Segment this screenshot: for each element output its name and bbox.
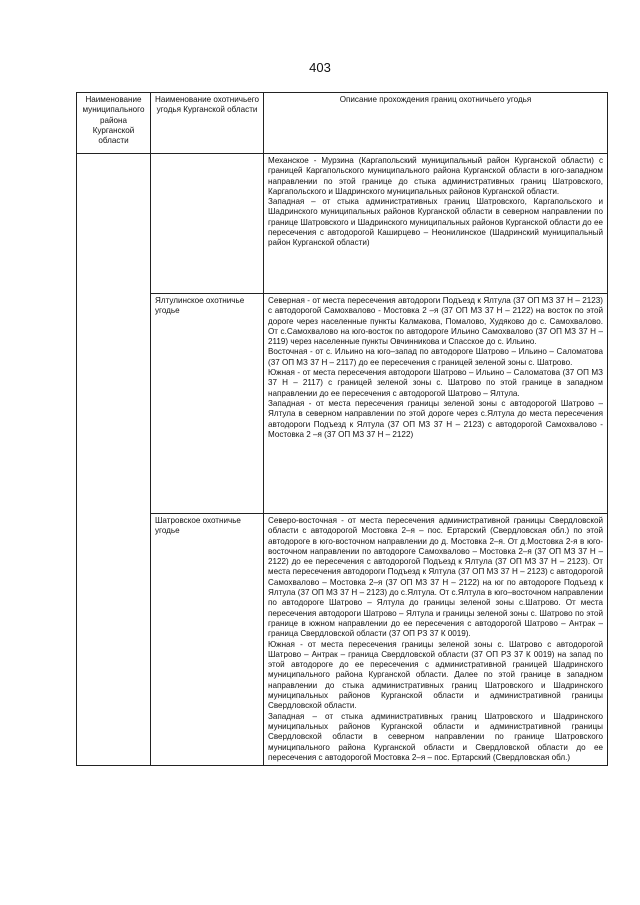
page-number: 403 [309, 60, 331, 75]
description-paragraph: Северо-восточная - от места пересечения административной границы Свердловской области с автодорогой Мостовка 2–я – пос. Ертарский (Свердловская обл.) по этой автодороге в юго-восточном направлении до д. Мостовка 2–я. От д.Мостовка 2-я в юго-восточном направлении по автодороге Самохвалово – Мостовка 2–я (37 ОП МЗ 37 Н – 2122) до ее пересечения с автодорогой Подъезд к Ялтула (37 ОП МЗ 37 Н – 2123). От места пересечения автодороги Подъезд к Ялтула (37 ОП МЗ 37 Н – 2123) с автодорогой Самохвалово – Мостовка 2–я (37 ОП МЗ 37 Н – 2122) на юг по автодороге Подъезд к Ялтула (37 ОП МЗ 37 Н – 2123) до с.Ялтула. От с.Ялтула в юго–восточном направлении по автодороге Шатрово – Ялтула до границы зеленой зоны с.Шатрово. От места пересечения автодороги Шатрово – Ялтула и границы зеленой зоны с. Шатрово по этой границе в южном направлении до ее пересечения с автодорогой Шатрово – Антрак – граница Свердловской области (37 ОП РЗ 37 К 0019). [268, 516, 603, 639]
area-cell: Ялтулинское охотничье угодье [151, 294, 264, 514]
description-paragraph: Северная - от места пересечения автодороги Подъезд к Ялтула (37 ОП МЗ 37 Н – 2123) с автодорогой Самохвалово - Мостовка 2 –я (37 ОП МЗ 37 Н – 2122) на восток по этой дороге через населенные пункты Калмакова, Помалово, Худяково до с. Самохвалово. От с.Самохвалово на юго-восток по автодороге Ильино Самохвалово (37 ОП МЗ 37 Н – 2119) через населенные пункты Овчинникова и Спасское до с. Ильино. [268, 296, 603, 347]
table-row [77, 514, 608, 766]
district-cell [77, 154, 151, 766]
description-cell [264, 294, 608, 514]
area-cell [151, 154, 264, 294]
table-header-row [77, 93, 608, 154]
description-paragraph: Южная - от места пересечения границы зеленой зоны с. Шатрово с автодорогой Шатрово – Антрак – граница Свердловской области (37 ОП РЗ 37 К 0019) на запад по этой автодороге до ее пересечения с административной границей Шадринского муниципального района Курганской области. Далее по этой границе в западном направлении до стыка административных границ Шатровского и Шадринского муниципальных районов Курганской области и административной границы Свердловской области. [268, 639, 603, 711]
table-row [77, 154, 608, 294]
description-cell [264, 514, 608, 766]
description-paragraph: Западная - от места пересечения границы зеленой зоны с автодорогой Шатрово – Ялтула в северном направлении по этой дороге через с.Ялтула до места пересечения автодороги Подъезд к Ялтула (37 ОП МЗ 37 Н – 2123) с автодорогой Самохвалово - Мостовка 2 –я (37 ОП МЗ 37 Н – 2122) [268, 398, 603, 439]
header-district: Наименование муниципального района Курганской области [77, 93, 151, 154]
area-cell: Шатровское охотничье угодье [151, 514, 264, 766]
header-hunting-area: Наименование охотничьего угодья Курганской области [151, 93, 264, 154]
header-boundary-description: Описание прохождения границ охотничьего угодья [264, 93, 608, 154]
description-paragraph: Южная - от места пересечения автодороги Шатрово – Ильино – Саломатова (37 ОП МЗ 37 Н – 2117) с границей зеленой зоны с. Шатрово по этой границе в западном направлении до ее пересечения с автодорогой Шатрово – Ялтула. [268, 368, 603, 398]
description-paragraph: Западная – от стыка административных границ Шатровского, Каргапольского и Шадринского муниципальных районов Курганской области в северном направлении по границе Шатровского и Шадринского муниципальных районов Курганской области до ее пересечения с автодорогой Каширцево – Неонилинское (Шадринский муниципальный район Курганской области) [268, 197, 603, 248]
description-paragraph: Восточная - от с. Ильино на юго–запад по автодороге Шатрово – Ильино – Саломатова (37 ОП МЗ 37 Н – 2117) до ее пересечения с границей зеленой зоны с. Шатрово. [268, 347, 603, 367]
table-row [77, 294, 608, 514]
description-cell [264, 154, 608, 294]
description-paragraph: Механское - Мурзина (Каргапольский муниципальный район Курганской области) с границей Каргапольского муниципального района Курганской области в юго-западном направлении по этой границе до стыка административных границ Шатровского, Каргапольского и Шадринского муниципальных районов Курганской области. [268, 156, 603, 196]
hunting-grounds-table [76, 92, 608, 766]
description-paragraph: Западная – от стыка административных границ Шатровского и Шадринского муниципальных районов Курганской области и административной границы Свердловской области в северном направлении по границе Шатровского муниципального района Курганской области и Свердловской области до ее пересечения с автодорогой Мостовка 2–я – пос. Ертарский (Свердловская обл.) [268, 711, 603, 762]
